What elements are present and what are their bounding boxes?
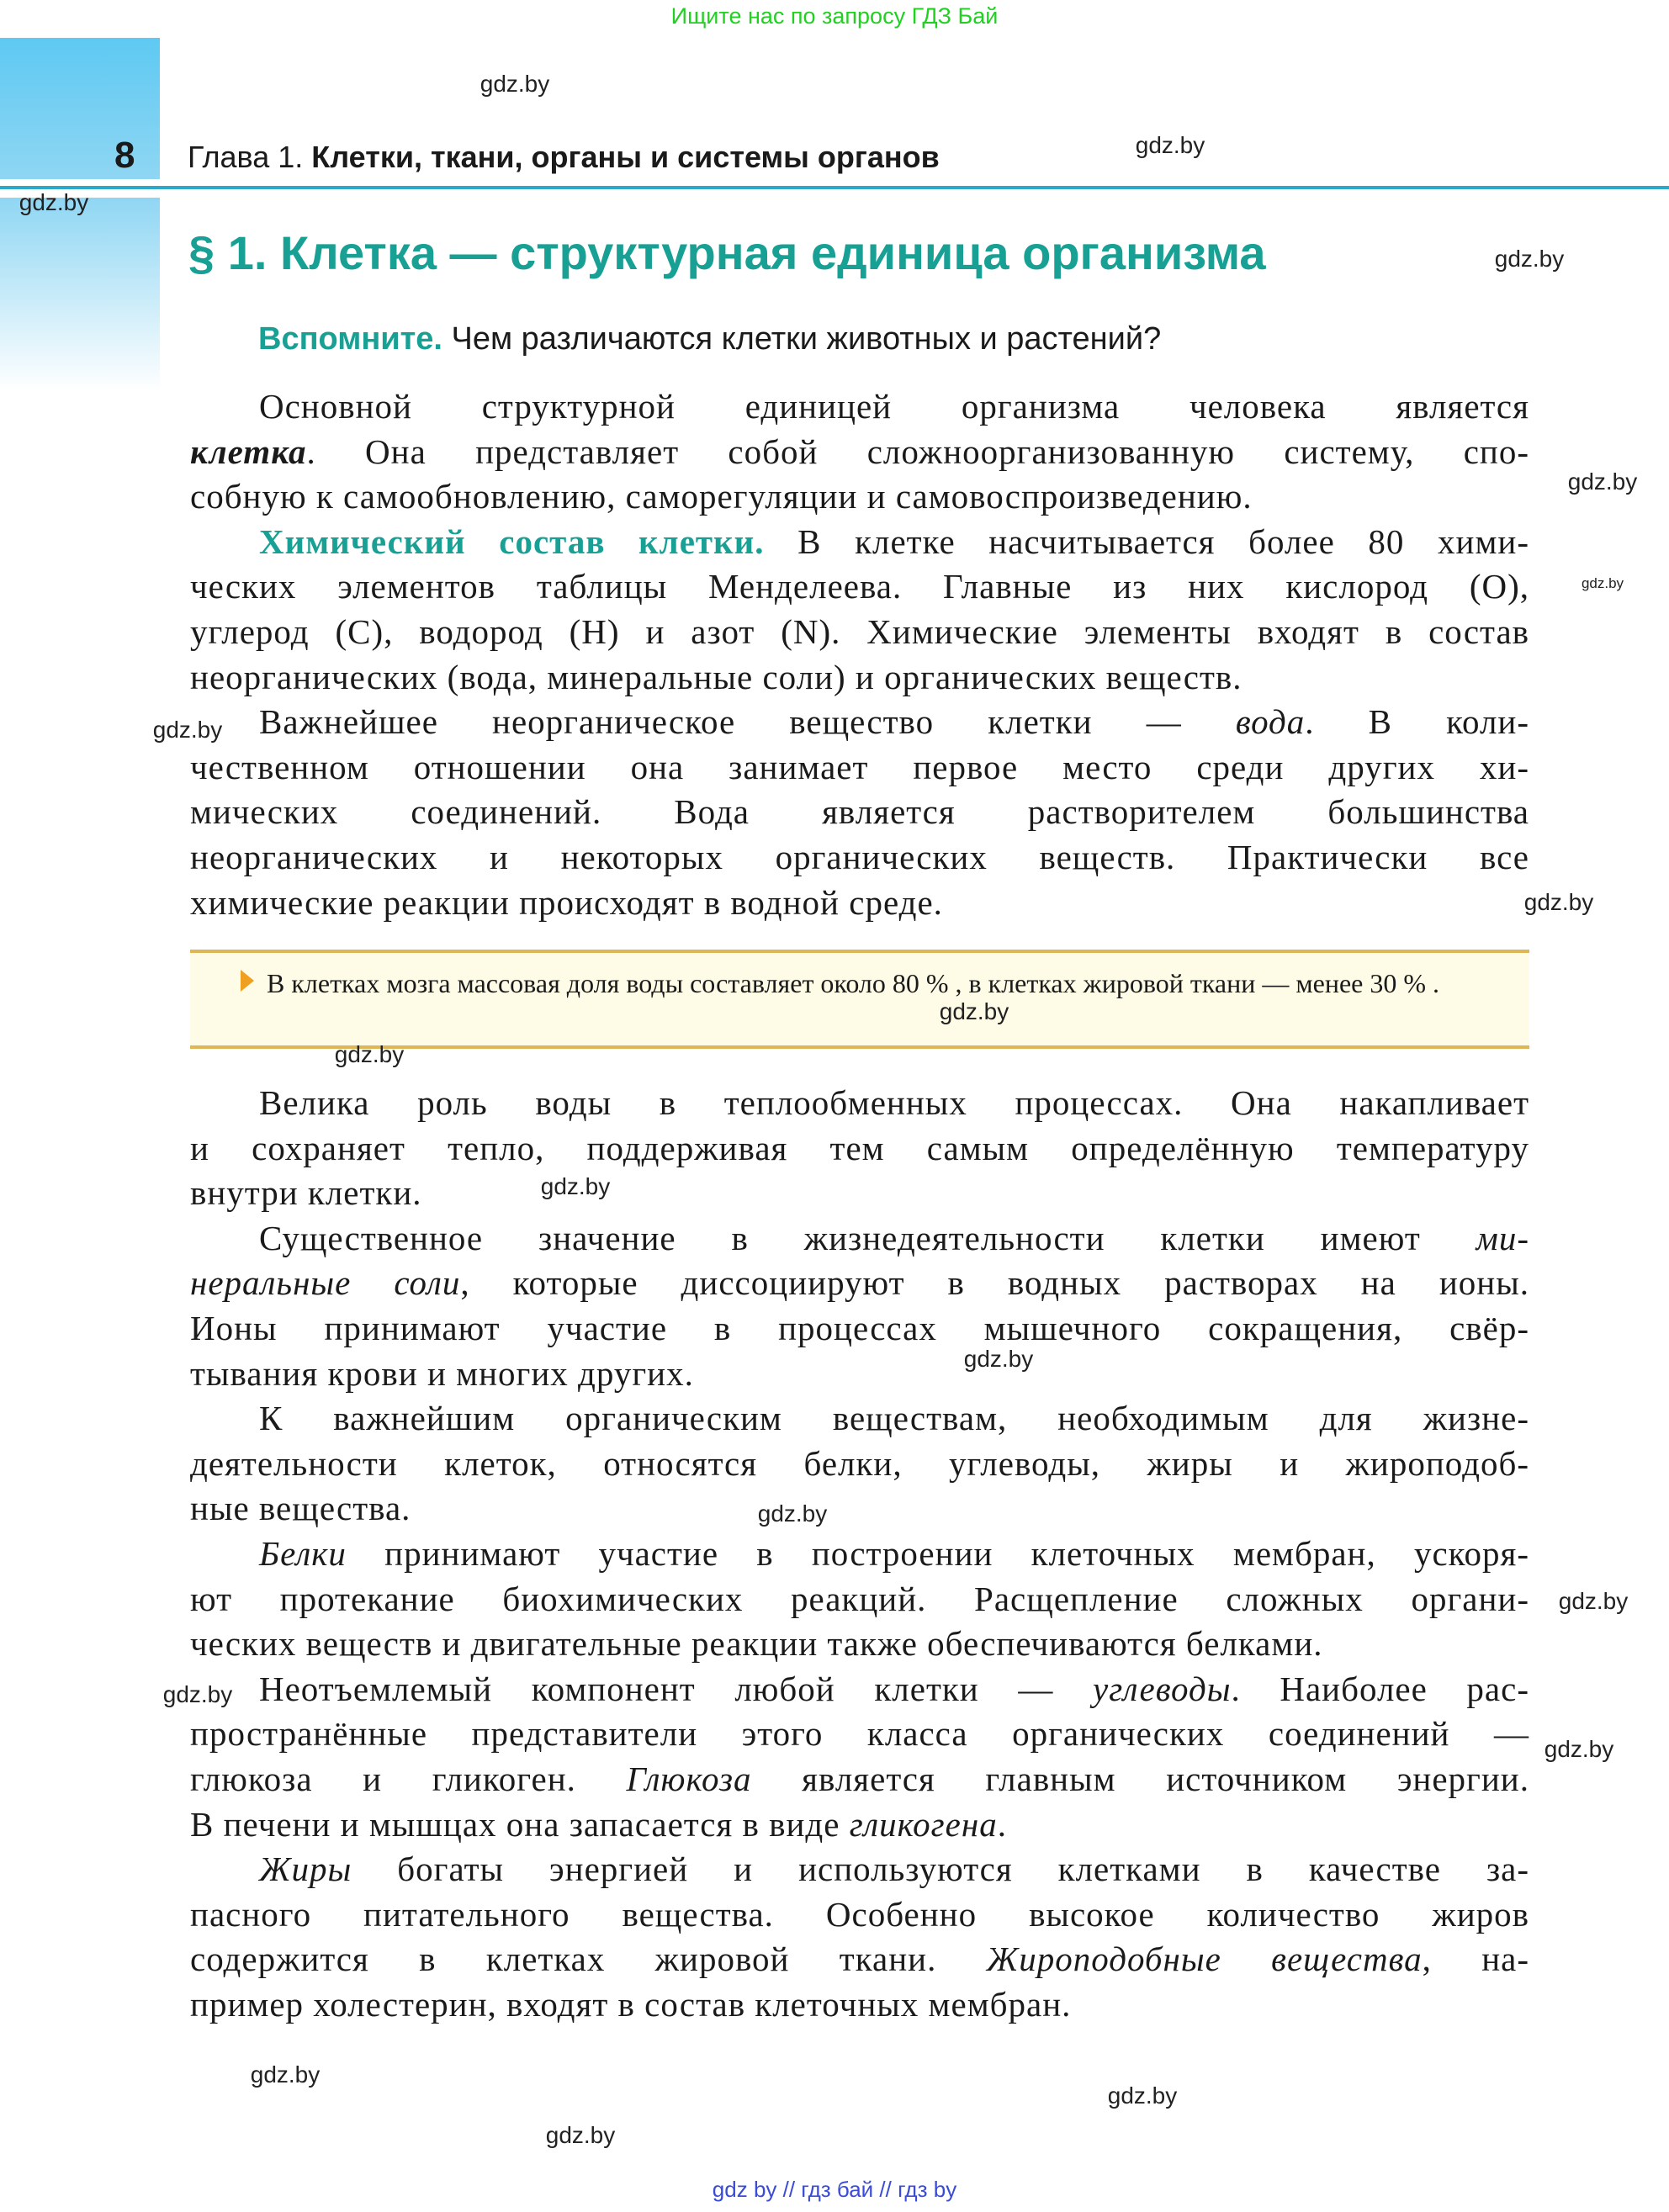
text-span: Велика роль воды в теплообменных процессах. Она накапливает bbox=[259, 1083, 1529, 1122]
watermark: gdz.by bbox=[1523, 889, 1594, 915]
text-line bbox=[190, 790, 1529, 835]
recall-label: Вспомните. bbox=[258, 321, 442, 357]
text-line bbox=[190, 1306, 1529, 1352]
text-span: глюкоза и гликоген. bbox=[190, 1759, 627, 1798]
text-span: является главным источником энергии. bbox=[751, 1759, 1530, 1798]
text-span: содержится в клетках жировой ткани. bbox=[190, 1939, 987, 1979]
text-line bbox=[190, 610, 1529, 655]
watermark: gdz.by bbox=[1558, 1588, 1629, 1614]
watermark: gdz.by bbox=[334, 1041, 405, 1067]
text-span: деятельности клеток, относятся белки, углеводы, жиры и жироподоб- bbox=[190, 1443, 1529, 1483]
text-line bbox=[190, 1216, 1529, 1262]
watermark: gdz.by bbox=[540, 1173, 611, 1199]
watermark: gdz.by bbox=[939, 998, 1009, 1024]
text-line bbox=[190, 1577, 1529, 1622]
text-line bbox=[190, 1847, 1529, 1892]
emphasized-term: неральные соли bbox=[190, 1263, 461, 1303]
text-line bbox=[190, 1802, 1529, 1848]
watermark: gdz.by bbox=[480, 71, 550, 97]
text-span: неорганических и некоторых органических веществ. Практически все bbox=[190, 837, 1529, 876]
text-span: Важнейшее неорганическое вещество клетки — bbox=[259, 702, 1236, 742]
text-span: пространённые представители этого класса органических соединений — bbox=[190, 1714, 1529, 1754]
text-line bbox=[190, 1532, 1529, 1577]
header-divider bbox=[0, 186, 1669, 189]
text-line bbox=[190, 1712, 1529, 1757]
text-line bbox=[190, 474, 1529, 520]
text-line bbox=[190, 1892, 1529, 1938]
page-number: 8 bbox=[114, 135, 135, 176]
text-span: тывания крови и многих других. bbox=[190, 1353, 694, 1393]
text-span: химические реакции происходят в водной среде. bbox=[190, 882, 943, 922]
fact-note-box bbox=[190, 950, 1529, 1049]
watermark: gdz.by bbox=[1567, 468, 1638, 495]
emphasized-term: углеводы bbox=[1093, 1669, 1232, 1708]
text-line bbox=[190, 1442, 1529, 1487]
text-span: . Наиболее рас- bbox=[1231, 1669, 1529, 1708]
emphasized-term: гликогена bbox=[849, 1804, 998, 1844]
emphasized-term: Жироподобные вещества bbox=[986, 1939, 1423, 1979]
text-span: ют протекание биохимических реакций. Расщепление сложных органи- bbox=[190, 1579, 1529, 1618]
text-line bbox=[190, 881, 1529, 926]
emphasized-term: ми- bbox=[1476, 1218, 1529, 1257]
text-span: и сохраняет тепло, поддерживая тем самым определённую температуру bbox=[190, 1128, 1529, 1167]
text-line bbox=[190, 1396, 1529, 1442]
watermark: gdz.by bbox=[1107, 2082, 1178, 2109]
text-line bbox=[190, 1667, 1529, 1712]
text-span: пример холестерин, входят в состав клеточных мембран. bbox=[190, 1984, 1072, 2024]
page-tab-decoration bbox=[0, 38, 160, 179]
text-line bbox=[190, 1486, 1529, 1532]
chapter-prefix: Глава 1. bbox=[188, 140, 304, 174]
text-span: , которые диссоциируют в водных растворах на ионы. bbox=[460, 1263, 1529, 1303]
text-span: чественном отношении она занимает первое место среди других хи- bbox=[190, 747, 1529, 786]
text-line bbox=[190, 1937, 1529, 1982]
footer-watermark: gdz by // гдз бай // гдз by bbox=[712, 2177, 957, 2202]
watermark: gdz.by bbox=[1135, 132, 1205, 158]
chapter-title: Клетки, ткани, органы и системы органов bbox=[311, 140, 940, 174]
search-banner: Ищите нас по запросу ГДЗ Бай bbox=[670, 3, 999, 29]
text-span: внутри клетки. bbox=[190, 1173, 422, 1213]
emphasized-term: клетка bbox=[190, 431, 307, 471]
sidebar-gradient-decoration bbox=[0, 198, 160, 391]
text-span: ные вещества. bbox=[190, 1489, 411, 1528]
body-text-after-note bbox=[190, 1081, 1529, 2027]
text-line bbox=[190, 700, 1529, 745]
text-span: мических соединений. Вода является растворителем большинства bbox=[190, 792, 1529, 832]
emphasized-term: Белки bbox=[259, 1533, 347, 1573]
text-line bbox=[190, 564, 1529, 610]
text-span: ческих веществ и двигательные реакции также обеспечиваются белками. bbox=[190, 1624, 1323, 1664]
text-line bbox=[190, 1982, 1529, 2028]
text-span: ческих элементов таблицы Менделеева. Главные из них кислород (O), bbox=[190, 567, 1529, 606]
text-line bbox=[190, 1126, 1529, 1172]
body-text-before-note bbox=[190, 384, 1529, 925]
watermark: gdz.by bbox=[162, 1681, 233, 1707]
text-span: Существенное значение в жизнедеятельности клетки имеют bbox=[259, 1218, 1476, 1257]
recall-prompt bbox=[258, 321, 1161, 357]
text-span: неорганических (вода, минеральные соли) и органических веществ. bbox=[190, 657, 1242, 696]
watermark: gdz.by bbox=[250, 2061, 321, 2088]
text-span: собную к самообновлению, саморегуляции и самовоспроизведению. bbox=[190, 477, 1253, 516]
watermark: gdz.by bbox=[963, 1346, 1034, 1372]
text-line bbox=[190, 384, 1529, 430]
watermark: gdz.by bbox=[1581, 575, 1624, 591]
recall-question: Чем различаются клетки животных и растений? bbox=[451, 321, 1162, 357]
text-span: богаты энергией и используются клетками в качестве за- bbox=[352, 1850, 1529, 1889]
text-line bbox=[190, 835, 1529, 881]
text-line bbox=[190, 1081, 1529, 1126]
section-title: § 1. Клетка — структурная единица организма bbox=[188, 226, 1266, 279]
text-line bbox=[190, 745, 1529, 791]
text-line bbox=[190, 1171, 1529, 1216]
watermark: gdz.by bbox=[1544, 1736, 1614, 1762]
watermark: gdz.by bbox=[152, 717, 223, 743]
fact-note-text: В клетках мозга массовая доля воды составляет около 80 % , в клетках жировой ткани — менее 30 % . bbox=[267, 968, 1440, 998]
text-line bbox=[190, 430, 1529, 475]
text-span: В печени и мышцах она запасается в виде bbox=[190, 1804, 850, 1844]
text-line bbox=[190, 1622, 1529, 1667]
emphasized-term: Химический состав клетки. bbox=[259, 521, 765, 561]
text-span: пасного питательного вещества. Особенно высокое количество жиров bbox=[190, 1894, 1529, 1934]
chapter-header bbox=[188, 140, 940, 175]
text-span: , на- bbox=[1422, 1939, 1530, 1979]
text-span: . В коли- bbox=[1305, 702, 1529, 742]
text-line bbox=[190, 1261, 1529, 1306]
emphasized-term: вода bbox=[1235, 702, 1306, 742]
emphasized-term: Жиры bbox=[259, 1850, 352, 1889]
text-span: К важнейшим органическим веществам, необходимым для жизне- bbox=[259, 1399, 1529, 1438]
text-span: Основной структурной единицей организма человека является bbox=[259, 387, 1529, 426]
text-line bbox=[190, 655, 1529, 701]
watermark: gdz.by bbox=[19, 189, 89, 215]
text-span: . bbox=[997, 1804, 1007, 1844]
emphasized-term: Глюкоза bbox=[626, 1759, 752, 1798]
text-line bbox=[190, 1757, 1529, 1802]
text-span: Неотъемлемый компонент любой клетки — bbox=[259, 1669, 1093, 1708]
text-span: Ионы принимают участие в процессах мышечного сокращения, свёр- bbox=[190, 1308, 1529, 1347]
text-span: . Она представляет собой сложноорганизованную систему, спо- bbox=[306, 431, 1529, 471]
watermark: gdz.by bbox=[545, 2122, 616, 2148]
text-line bbox=[190, 1352, 1529, 1397]
text-span: принимают участие в построении клеточных мембран, ускоря- bbox=[346, 1533, 1529, 1573]
text-line bbox=[190, 520, 1529, 565]
watermark: gdz.by bbox=[757, 1500, 828, 1527]
text-span: углерод (C), водород (H) и азот (N). Химические элементы входят в состав bbox=[190, 611, 1529, 651]
watermark: gdz.by bbox=[1494, 246, 1565, 272]
text-span: В клетке насчитывается более 80 хими- bbox=[764, 521, 1529, 561]
